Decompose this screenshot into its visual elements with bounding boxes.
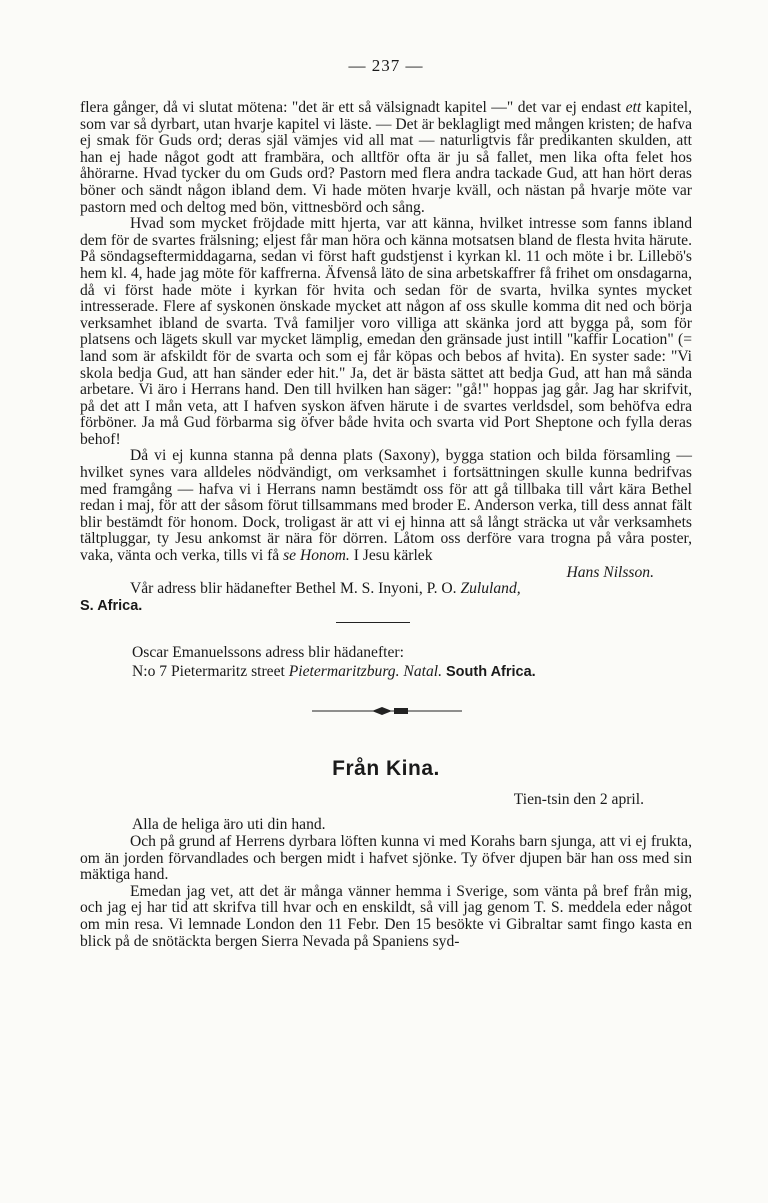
- section-title: Från Kina.: [332, 757, 440, 781]
- address-place: Zululand,: [460, 580, 521, 598]
- oscar-line-1: Oscar Emanuelssons adress blir hädanefter:: [132, 644, 404, 662]
- page-number: — 237 —: [348, 56, 424, 75]
- closing-text: I Jesu kärlek: [349, 547, 433, 565]
- paragraph-3-text: Då vi ej kunna stanna på denna plats (Saxony), bygga station och bilda församling — hvilket synes vara alldeles nödvändigt, om verksamhet i fortsättningen skulle kunna bedrifvas med framgång — hafva vi i Herrans namn bestämdt oss för att gå tillbaka till vårt kära Bethel redan i maj, för att der såsom förut tillsammans med broder E. Anderson verka, till dess annat fält blir bestämdt för honom. Dock, troligast är att vi ej hinna att så långt sträcka ut vår verksamhets tältpluggar, ty Jesu ankomst är nära för dörren. Låtom oss derföre vara trogna på våra poster, vaka, vänta och verka, tills vi få: [80, 447, 692, 565]
- paragraph-2: Hvad som mycket fröjdade mitt hjerta, var att känna, hvilket intresse som fanns ibland dem för de svartes frälsning; eljest får man höra och känna motsatsen bland de flesta hvita härute. På söndagseftermiddagarna, sedan vi först haft gudstjenst i kyrkan kl. 11 och möte i br. Lillebö's hem kl. 4, hade jag möte för kaffrerna. Äfvenså läto de sina arbetskaffrer få frihet om onsdagarna, då vi först hade möte i kyrkan för hvita och sedan för de svarta, hvilka syntes mycket intresserade. Flere af syskonen önskade mycket att någon af oss skulle komma dit ned och börja verksamhet ibland de svarta. Två familjer voro villiga att skänka jord att bygga på, som för platsens och lägets skull var mycket lämplig, emedan den gränsade just intill "kaffir Location" (= land som är afskildt för de svarta och som ej får köpas och bebos af hvita). En syster sade: "Vi skola bedja Gud, att han sänder eder hit." Ja, det är bästa sättet att bedja Gud, att han må sända arbetare. Vi äro i Herrans hand. Den till hvilken han säger: "gå!" hoppas jag går. Jag har skrifvit, på det att I mån veta, att I hafven syskon äfven härute i de svartes verldsdel, som behöfva edra förböner. Ja må Gud förbarma sig öfver både hvita och svarta vid Port Sheptone och fylla deras behof!: [80, 215, 692, 448]
- address-text: Vår adress blir hädanefter Bethel M. S. Inyoni, P. O.: [130, 580, 461, 598]
- oscar-line-2: [132, 662, 692, 682]
- address-country: S. Africa.: [80, 597, 143, 614]
- oscar-province: Natal.: [399, 663, 442, 681]
- se-honom: se Honom.: [283, 547, 350, 565]
- oscar-street: N:o 7 Pietermaritz street: [132, 663, 289, 681]
- oscar-country: South Africa.: [441, 664, 536, 681]
- signature: Hans Nilsson.: [566, 563, 654, 581]
- china-paragraph-1: Och på grund af Herrens dyrbara löften kunna vi med Korahs barn sjunga, att vi ej frukta, om än jorden förvandlades och bergen midt i hafvet sjönke. Ty öfver djupen bär han oss med sin mäktiga hand.: [80, 833, 692, 884]
- paragraph-1: flera gånger, då vi slutat mötena: "det är ett så välsignadt kapitel —" det var ej endast ett kapitel, som var så dyrbart, utan hvarje kapitel vi läste. — Det är beklagligt med mången kristen; de hafva ej smak för Guds ord; deras själ vämjes vid all mat — naturligtvis får predikanten skulden, att han ej hade något godt att frambära, och alltför ofta är ju så fallet, men lika ofta felet hos åhörarne. Hvad tycker du om Guds ord? Pastorn med flera andra tackade Gud, att han hört deras böner och sändt någon ibland dem. Vi hade möten hvarje kväll, och nästan på hvarje möte var pastorn med och deltog med bön, vittnesbörd och sång.: [80, 99, 692, 216]
- dateline: Tien-tsin den 2 april.: [513, 791, 644, 809]
- emphasis-ett: ett: [625, 99, 642, 116]
- address-line: [80, 581, 692, 598]
- oscar-city: Pietermaritzburg.: [288, 663, 400, 681]
- salutation: Alla de heliga äro uti din hand.: [132, 816, 326, 834]
- oscar-address: [132, 643, 692, 682]
- page: [80, 56, 692, 950]
- china-paragraph-2: Emedan jag vet, att det är många vänner hemma i Sverige, som vänta på bref från mig, och jag ej har tid att skrifva till hvar och en enskildt, så vill jag genom T. S. meddela eder något om min resa. Vi lemnade London den 11 Febr. Den 15 besökte vi Gibraltar samt fingo kasta en blick på de snötäckta bergen Sierra Nevada på Spaniens syd-: [80, 882, 692, 950]
- ornament-divider: [312, 704, 462, 718]
- paragraph-3: [80, 448, 692, 564]
- divider-rule: [336, 622, 410, 623]
